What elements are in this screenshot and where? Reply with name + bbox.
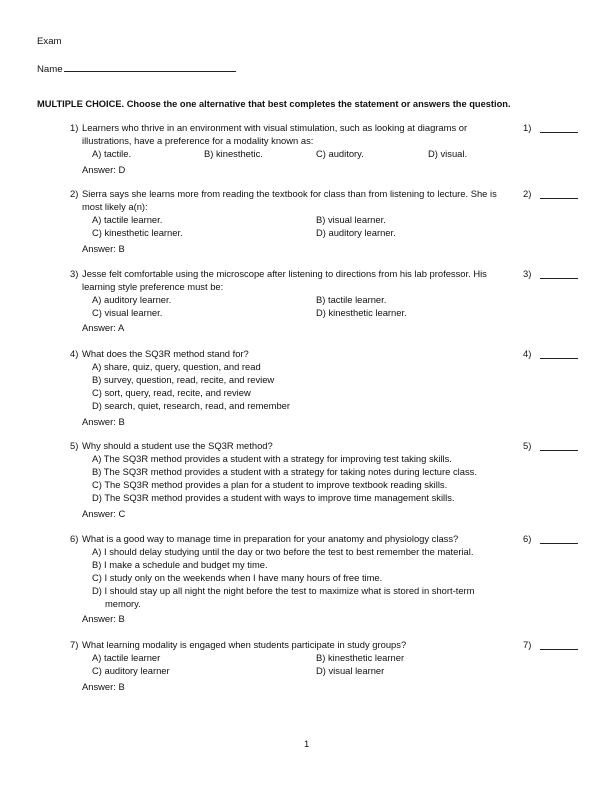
- option-d[interactable]: D) I should stay up all night the night before the test to maximize what is stored in short-term: [92, 585, 475, 596]
- side-number: 3): [523, 268, 532, 279]
- section-header: MULTIPLE CHOICE. Choose the one alternative that best completes the statement or answers the question.: [37, 99, 511, 109]
- exam-label: Exam: [37, 36, 62, 47]
- option-b[interactable]: B) The SQ3R method provides a student with a strategy for taking notes during lecture class.: [92, 466, 477, 477]
- option-d[interactable]: D) visual learner: [316, 665, 385, 676]
- question-number: 1): [70, 122, 79, 133]
- option-a[interactable]: A) auditory learner.: [92, 294, 172, 305]
- option-d[interactable]: D) kinesthetic learner.: [316, 307, 407, 318]
- side-number: 1): [523, 122, 532, 133]
- question-text-line: Why should a student use the SQ3R method?: [82, 440, 273, 451]
- option-c[interactable]: C) visual learner.: [92, 307, 163, 318]
- question-number: 7): [70, 639, 79, 650]
- option-a[interactable]: A) share, quiz, query, question, and read: [92, 361, 261, 372]
- option-d-continuation: memory.: [105, 598, 141, 609]
- answer-key: Answer: A: [82, 322, 125, 333]
- question-number: 2): [70, 188, 79, 199]
- question-text-line: What is a good way to manage time in preparation for your anatomy and physiology class?: [82, 533, 459, 544]
- question-number: 5): [70, 440, 79, 451]
- option-b[interactable]: B) kinesthetic learner: [316, 652, 405, 663]
- name-blank-line[interactable]: [64, 62, 236, 72]
- option-a[interactable]: A) tactile learner: [92, 652, 161, 663]
- side-number: 7): [523, 639, 532, 650]
- answer-key: Answer: B: [82, 416, 125, 427]
- option-b[interactable]: B) visual learner.: [316, 214, 386, 225]
- question-text-line: Jesse felt comfortable using the microscope after listening to directions from his lab professor. His: [82, 268, 487, 279]
- question-text-line: Learners who thrive in an environment with visual stimulation, such as looking at diagrams or: [82, 122, 468, 133]
- option-b[interactable]: B) I make a schedule and budget my time.: [92, 559, 268, 570]
- question-text-line: Sierra says she learns more from reading the textbook for class than from listening to lecture. She is: [82, 188, 497, 199]
- name-label: Name: [37, 64, 63, 75]
- side-number: 4): [523, 348, 532, 359]
- option-c[interactable]: C) I study only on the weekends when I have many hours of free time.: [92, 572, 383, 583]
- side-number: 2): [523, 188, 532, 199]
- answer-blank[interactable]: [540, 534, 578, 544]
- name-field[interactable]: [37, 62, 236, 76]
- answer-key: Answer: B: [82, 681, 125, 692]
- answer-blank[interactable]: [540, 441, 578, 451]
- option-d[interactable]: D) auditory learner.: [316, 227, 396, 238]
- question-number: 3): [70, 268, 79, 279]
- answer-blank[interactable]: [540, 123, 578, 133]
- option-c[interactable]: C) auditory learner: [92, 665, 170, 676]
- option-d[interactable]: D) The SQ3R method provides a student with ways to improve time management skills.: [92, 492, 455, 503]
- option-b[interactable]: B) survey, question, read, recite, and review: [92, 374, 275, 385]
- answer-blank[interactable]: [540, 640, 578, 650]
- answer-key: Answer: B: [82, 243, 125, 254]
- option-b[interactable]: B) tactile learner.: [316, 294, 387, 305]
- option-c[interactable]: C) auditory.: [316, 148, 364, 159]
- option-c[interactable]: C) sort, query, read, recite, and review: [92, 387, 251, 398]
- side-number: 5): [523, 440, 532, 451]
- option-c[interactable]: C) kinesthetic learner.: [92, 227, 183, 238]
- option-a[interactable]: A) tactile learner.: [92, 214, 163, 225]
- option-a[interactable]: A) I should delay studying until the day or two before the test to best remember the material.: [92, 546, 474, 557]
- option-d[interactable]: D) search, quiet, research, read, and remember: [92, 400, 291, 411]
- option-a[interactable]: A) tactile.: [92, 148, 132, 159]
- answer-key: Answer: D: [82, 164, 126, 175]
- question-text-line: illustrations, have a preference for a modality known as:: [82, 135, 314, 146]
- page-number: 1: [304, 738, 310, 749]
- answer-blank[interactable]: [540, 349, 578, 359]
- question-number: 4): [70, 348, 79, 359]
- option-c[interactable]: C) The SQ3R method provides a plan for a student to improve textbook reading skills.: [92, 479, 448, 490]
- side-number: 6): [523, 533, 532, 544]
- question-text-line: learning style preference must be:: [82, 281, 224, 292]
- question-number: 6): [70, 533, 79, 544]
- question-text-line: What does the SQ3R method stand for?: [82, 348, 249, 359]
- question-text-line: What learning modality is engaged when students participate in study groups?: [82, 639, 407, 650]
- answer-blank[interactable]: [540, 189, 578, 199]
- option-d[interactable]: D) visual.: [428, 148, 468, 159]
- question-text-line: most likely a(n):: [82, 201, 148, 212]
- answer-key: Answer: C: [82, 508, 126, 519]
- answer-key: Answer: B: [82, 613, 125, 624]
- option-a[interactable]: A) The SQ3R method provides a student with a strategy for improving test taking skills.: [92, 453, 452, 464]
- answer-blank[interactable]: [540, 269, 578, 279]
- option-b[interactable]: B) kinesthetic.: [204, 148, 263, 159]
